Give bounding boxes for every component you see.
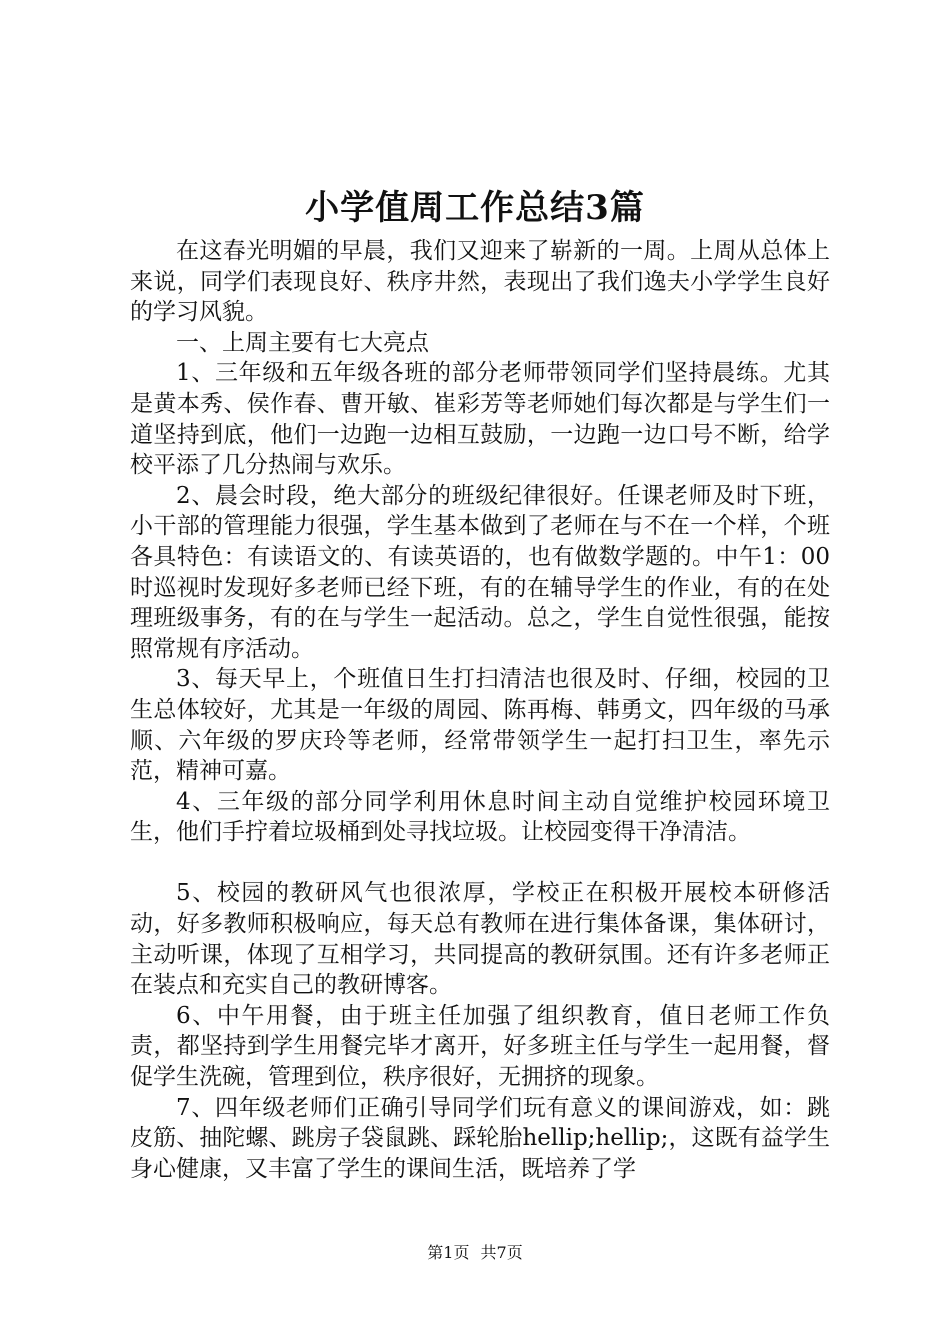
paragraph-item-5: 5、校园的教研风气也很浓厚，学校正在积极开展校本研修活动，好多教师积极响应，每天总有教师在进行集体备课，集体研讨，主动听课，体现了互相学习，共同提高的教研氛围。还有许多老师正在装点和充实自己的教研博客。 [130,880,830,999]
paragraph-intro: 在这春光明媚的早晨，我们又迎来了崭新的一周。上周从总体上来说，同学们表现良好、秩序井然，表现出了我们逸夫小学学生良好的学习风貌。 [130,238,830,326]
page-footer [0,1243,950,1263]
document-body [130,236,830,1184]
page-total: 共7页 [480,1243,523,1262]
paragraph-item-6: 6、中午用餐，由于班主任加强了组织教育，值日老师工作负责，都坚持到学生用餐完毕才离开，好多班主任与学生一起用餐，督促学生洗碗，管理到位，秩序很好，无拥挤的现象。 [130,1002,830,1091]
paragraph-item-1: 1、三年级和五年级各班的部分老师带领同学们坚持晨练。尤其是黄本秀、侯作春、曹开敏、崔彩芳等老师她们每次都是与学生们一道坚持到底，他们一边跑一边相互鼓励，一边跑一边口号不断，给学校平添了几分热闹与欢乐。 [130,360,830,479]
document-title: 小学值周工作总结3篇 [305,188,645,228]
paragraph-item-2: 2、晨会时段，绝大部分的班级纪律很好。任课老师及时下班，小干部的管理能力很强，学生基本做到了老师在与不在一个样，个班各具特色：有读语文的、有读英语的，也有做数学题的。中午1：00时巡视时发现好多老师已经下班，有的在辅导学生的作业，有的在处理班级事务，有的在与学生一起活动。总之，学生自觉性很强，能按照常规有序活动。 [130,482,830,662]
paragraph-heading-highlights: 一、上周主要有七大亮点 [176,329,429,356]
paragraph-item-4: 4、三年级的部分同学利用休息时间主动自觉维护校园环境卫生，他们手拧着垃圾桶到处寻找垃圾。让校园变得干净清洁。 [130,788,830,846]
paragraph-item-3: 3、每天早上，个班值日生打扫清洁也很及时、仔细，校园的卫生总体较好，尤其是一年级的周园、陈再梅、韩勇文，四年级的马承顺、六年级的罗庆玲等老师，经常带领学生一起打扫卫生，率先示范，精神可嘉。 [130,666,830,785]
page-number: 第1页 [427,1243,470,1262]
paragraph-item-7: 7、四年级老师们正确引导同学们玩有意义的课间游戏，如：跳皮筋、抽陀螺、跳房子袋鼠跳、踩轮胎hellip;hellip;，这既有益学生身心健康，又丰富了学生的课间生活，既培养了学 [130,1094,830,1182]
